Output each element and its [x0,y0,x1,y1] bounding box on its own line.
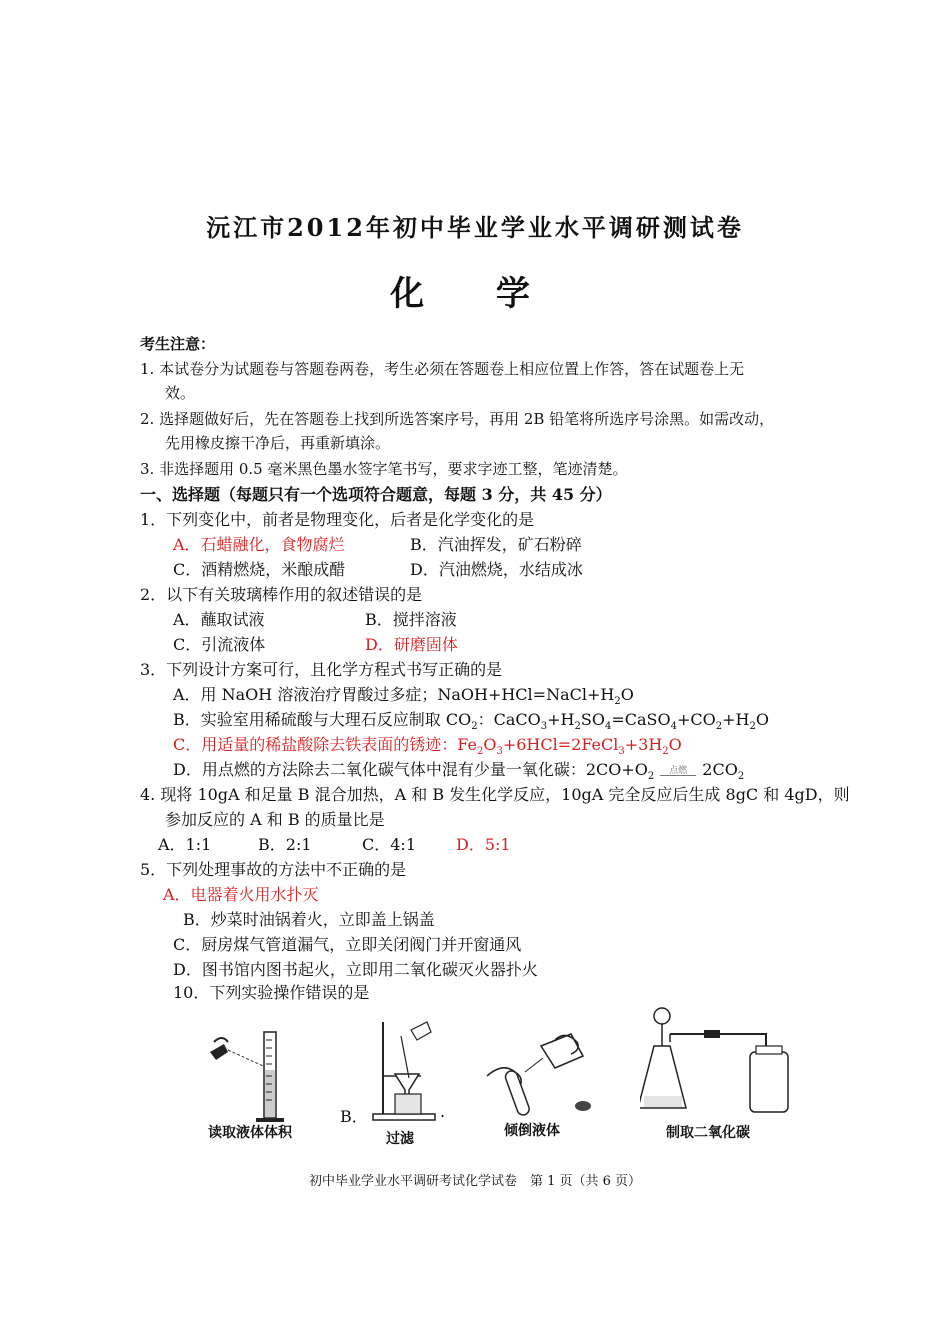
notice-item-2: 2. 选择题做好后，先在答题卷上找到所选答案序号，再用 2B 铅笔将所选序号涂黑。如需改动， [140,410,775,428]
notice-heading: 考生注意： [140,335,216,353]
figure-2-label: 过滤 [386,1131,414,1147]
q5-stem: 5．下列处理事故的方法中不正确的是 [140,860,407,879]
q3-option-c: C．用适量的稀盐酸除去铁表面的锈迹：$Fe_2O_3+6HCl=2FeCl_3+3H_2O$ [173,735,682,758]
subject-title: 化 学 [390,274,560,314]
figure-read-volume [200,1020,310,1125]
q3-option-b: B．实验室用稀硫酸与大理石反应制取 $CO_2$：$CaCO_3+H_2SO_4=CaSO_4+CO_2+H_2O$ [173,710,769,733]
q3-option-a: A．用 NaOH 溶液治疗胃酸过多症；$NaOH+HCl=NaCl+H_2O$ [173,685,634,708]
page-footer: 初中毕业学业水平调研考试化学试卷 第 1 页（共 6 页） [308,1174,642,1189]
q2-stem: 2．以下有关玻璃棒作用的叙述错误的是 [140,585,423,604]
q1-option-c: C．酒精燃烧，米酿成醋 [173,560,346,579]
q3-stem: 3．下列设计方案可行，且化学方程式书写正确的是 [140,660,503,679]
q1-option-d: D．汽油燃烧，水结成冰 [410,560,583,579]
q2-option-d: D．研磨固体 [365,635,458,654]
figure-co2-apparatus [640,1000,810,1122]
q4-stem-cont: 参加反应的 A 和 B 的质量比是 [165,810,385,829]
graduated-cylinder-icon [256,1032,284,1122]
notice-item-1: 1. 本试卷分为试题卷与答题卷两卷，考生必须在答题卷上相应位置上作答，答在试题卷上无 [140,360,745,378]
q5-option-d: D．图书馆内图书起火，立即用二氧化碳灭火器扑火 [173,960,538,979]
q1-option-b: B．汽油挥发，矿石粉碎 [410,535,582,554]
notice-item-2-cont: 先用橡皮擦干净后，再重新填涂。 [165,434,391,452]
q1-stem: 1．下列变化中，前者是物理变化，后者是化学变化的是 [140,510,535,529]
q4-stem: 4. 现将 10gA 和足量 B 混合加热，A 和 B 发生化学反应，10gA 完全反应后生成 8gC 和 4gD，则 [140,785,850,804]
figure-2-prefix: B． [340,1107,368,1126]
q2-option-c: C．引流液体 [173,635,266,654]
reaction-condition: 点燃 [669,766,688,776]
page-title: 沅江市2012年初中毕业学业水平调研测试卷 [206,213,744,242]
q5-option-c: C．厨房煤气管道漏气，立即关闭阀门并开窗通风 [173,935,522,954]
flask-apparatus-icon [640,1008,788,1112]
eye-icon [210,1038,228,1060]
q5-option-a: A．电器着火用水扑灭 [163,885,319,904]
q4-option-a: A．1:1 [158,835,212,854]
q2-option-b: B．搅拌溶液 [365,610,457,629]
q4-option-c: C．4:1 [362,835,416,854]
q3-option-d: D．用点燃的方法除去二氧化碳气体中混有少量一氧化碳：$2CO+O_2$点燃 $2CO_2$ [173,760,745,783]
figure-filtration [365,1018,445,1126]
q4-option-d: D．5:1 [456,835,511,854]
q5-option-b: B．炒菜时油锅着火，立即盖上锅盖 [183,910,435,929]
section-heading: 一、选择题（每题只有一个选项符合题意，每题 3 分，共 45 分） [140,485,612,504]
figure-4-label: 制取二氧化碳 [666,1125,750,1141]
filter-stand-icon [373,1022,435,1120]
figure-pouring [485,1028,605,1120]
hand-pouring-icon [487,1034,591,1117]
q10-stem: 10．下列实验操作错误的是 [173,983,370,1002]
q1-option-a: A．石蜡融化，食物腐烂 [173,535,345,554]
figure-1-label: 读取液体体积 [208,1125,292,1141]
notice-item-1-cont: 效。 [165,384,196,402]
figure-3-label: 倾倒液体 [504,1123,560,1139]
notice-item-3: 3. 非选择题用 0.5 毫米黑色墨水签字笔书写，要求字迹工整，笔迹清楚。 [140,460,628,478]
figure-2-dot: . [440,1102,446,1121]
q2-option-a: A．蘸取试液 [173,610,265,629]
q4-option-b: B．2:1 [258,835,312,854]
